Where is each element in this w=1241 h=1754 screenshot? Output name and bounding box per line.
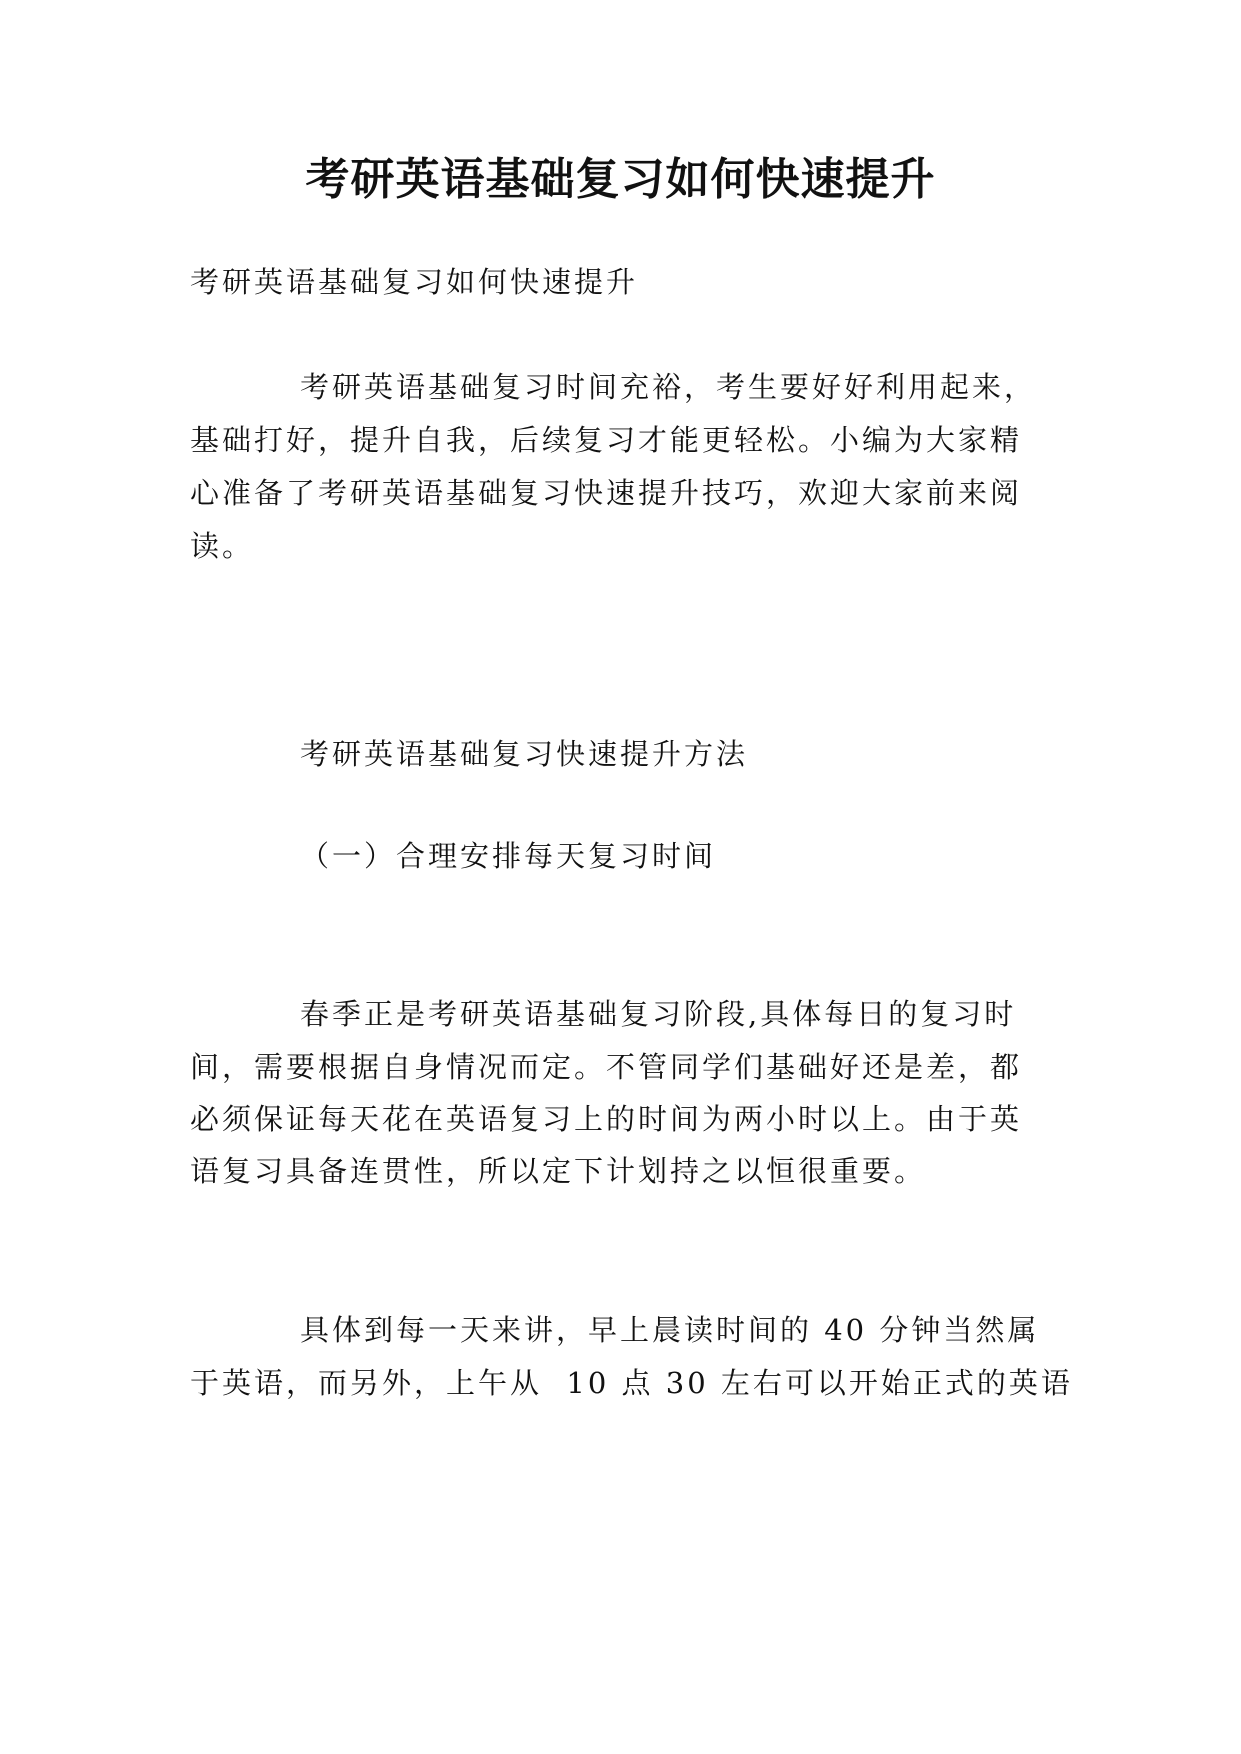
- paragraph-line: 间，需要根据自身情况而定。不管同学们基础好还是差，都: [190, 1050, 1023, 1084]
- paragraph-line: 于英语，而另外，上午从 10 点 30 左右可以开始正式的英语: [190, 1366, 1073, 1400]
- intro-line: 基础打好，提升自我，后续复习才能更轻松。小编为大家精: [190, 423, 1023, 457]
- intro-line: 读。: [190, 529, 255, 563]
- subsection-heading: （一）合理安排每天复习时间: [300, 839, 717, 873]
- paragraph-line: 必须保证每天花在英语复习上的时间为两小时以上。由于英: [190, 1102, 1023, 1136]
- intro-line: 心准备了考研英语基础复习快速提升技巧，欢迎大家前来阅: [190, 476, 1023, 510]
- paragraph-line: 春季正是考研英语基础复习阶段,具体每日的复习时: [300, 997, 1017, 1031]
- paragraph-line: 语复习具备连贯性，所以定下计划持之以恒很重要。: [190, 1154, 927, 1188]
- document-subtitle: 考研英语基础复习如何快速提升: [190, 265, 639, 299]
- section-heading: 考研英语基础复习快速提升方法: [300, 737, 749, 771]
- paragraph-line: 具体到每一天来讲，早上晨读时间的 40 分钟当然属: [300, 1313, 1040, 1347]
- document-title: 考研英语基础复习如何快速提升: [305, 154, 936, 205]
- intro-line: 考研英语基础复习时间充裕，考生要好好利用起来，: [300, 370, 1037, 404]
